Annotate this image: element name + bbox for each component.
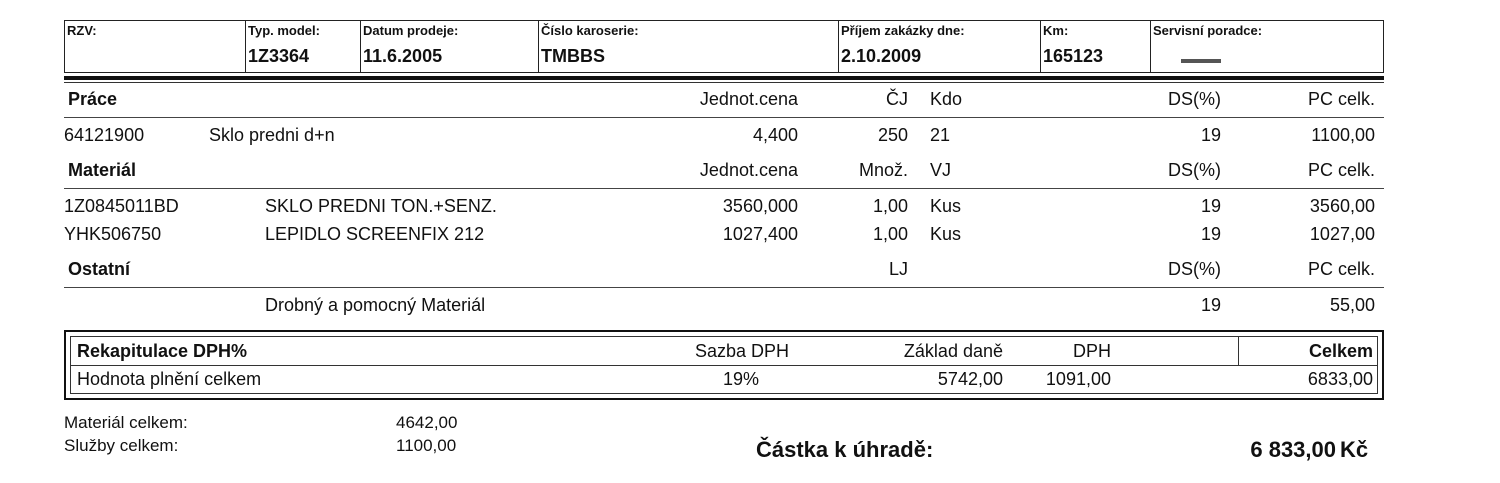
material-vat: 19 xyxy=(1200,224,1221,244)
order-date-value: 2.10.2009 xyxy=(841,46,922,66)
model-value: 1Z3364 xyxy=(248,46,310,66)
order-date-cell xyxy=(838,21,1040,72)
body-number-cell xyxy=(538,21,838,72)
material-code: YHK506750 xyxy=(64,224,162,244)
material-col-qty: Množ. xyxy=(858,160,908,180)
labor-col-qty: ČJ xyxy=(886,89,908,109)
vehicle-header xyxy=(64,20,1384,73)
labor-total: 1100,00 xyxy=(1311,125,1375,145)
labor-header-rule xyxy=(64,117,1384,118)
material-code: 1Z0845011BD xyxy=(64,196,179,216)
other-col-unit: LJ xyxy=(888,259,908,279)
amount-due-label: Částka k úhradě: xyxy=(756,437,934,462)
material-desc: LEPIDLO SCREENFIX 212 xyxy=(265,224,485,244)
km-label: Km: xyxy=(1043,23,1069,38)
material-vat: 19 xyxy=(1200,196,1221,216)
model-label: Typ. model: xyxy=(248,23,320,38)
recap-col-total: Celkem xyxy=(1308,341,1373,361)
sale-date-value: 11.6.2005 xyxy=(363,46,443,66)
labor-unit-price: 4,400 xyxy=(752,125,798,145)
recap-row-label: Hodnota plnění celkem xyxy=(77,369,262,389)
other-col-total: PC celk. xyxy=(1307,259,1375,279)
other-header-rule xyxy=(64,287,1384,288)
recap-row-divider xyxy=(71,365,1377,366)
header-rule-thin xyxy=(64,82,1384,83)
labor-code: 64121900 xyxy=(64,125,145,145)
recap-rate: 19% xyxy=(722,369,759,389)
order-date-label: Příjem zakázky dne: xyxy=(841,23,965,38)
recap-col-rate: Sazba DPH xyxy=(694,341,789,361)
labor-col-total: PC celk. xyxy=(1307,89,1375,109)
amount-due-currency: Kč xyxy=(1340,437,1369,462)
recap-title: Rekapitulace DPH% xyxy=(77,341,248,361)
recap-col-vat: DPH xyxy=(1072,341,1111,361)
labor-who: 21 xyxy=(930,125,951,145)
body-number-label: Číslo karoserie: xyxy=(541,23,639,38)
other-desc: Drobný a pomocný Materiál xyxy=(265,295,486,315)
material-col-vat: DS(%) xyxy=(1168,160,1221,180)
material-qty: 1,00 xyxy=(872,224,908,244)
other-section-title: Ostatní xyxy=(68,259,131,279)
material-header-rule xyxy=(64,188,1384,189)
material-col-total: PC celk. xyxy=(1307,160,1375,180)
material-unit: Kus xyxy=(930,196,962,216)
labor-col-who: Kdo xyxy=(930,89,963,109)
material-unit-price: 1027,400 xyxy=(722,224,798,244)
vat-recap-box xyxy=(64,330,1384,400)
advisor-cell xyxy=(1150,21,1383,72)
rzv-label: RZV: xyxy=(67,23,97,38)
other-col-vat: DS(%) xyxy=(1168,259,1221,279)
material-total: 1027,00 xyxy=(1309,224,1375,244)
material-col-unit: VJ xyxy=(930,160,952,180)
material-total-value: 4642,00 xyxy=(396,413,458,432)
other-total: 55,00 xyxy=(1329,295,1375,315)
material-total-label: Materiál celkem: xyxy=(64,413,188,432)
material-desc: SKLO PREDNI TON.+SENZ. xyxy=(265,196,497,216)
material-qty: 1,00 xyxy=(872,196,908,216)
recap-total-divider xyxy=(1238,337,1239,365)
body-number-value: TMBBS xyxy=(541,46,605,66)
amount-due-value: 6 833,00 xyxy=(1250,437,1336,462)
labor-col-unit-price: Jednot.cena xyxy=(699,89,798,109)
km-value: 165123 xyxy=(1043,46,1104,66)
km-cell xyxy=(1040,21,1150,72)
labor-col-vat: DS(%) xyxy=(1168,89,1221,109)
recap-base: 5742,00 xyxy=(937,369,1003,389)
vat-recap-table xyxy=(70,336,1378,394)
labor-qty: 250 xyxy=(877,125,908,145)
labor-vat: 19 xyxy=(1200,125,1221,145)
labor-desc: Sklo predni d+n xyxy=(209,125,335,145)
header-rule xyxy=(64,76,1384,80)
recap-right-edge xyxy=(1377,337,1378,393)
sale-date-label: Datum prodeje: xyxy=(363,23,459,38)
material-total: 3560,00 xyxy=(1309,196,1375,216)
services-total-label: Služby celkem: xyxy=(64,436,179,455)
recap-vat: 1091,00 xyxy=(1045,369,1111,389)
labor-section-title: Práce xyxy=(68,89,118,109)
redaction-mark xyxy=(1181,59,1221,63)
recap-total: 6833,00 xyxy=(1307,369,1373,389)
advisor-label: Servisní poradce: xyxy=(1153,23,1263,38)
material-section-title: Materiál xyxy=(68,160,137,180)
sale-date-cell xyxy=(360,21,538,72)
material-unit: Kus xyxy=(930,224,962,244)
other-vat: 19 xyxy=(1200,295,1221,315)
recap-col-base: Základ daně xyxy=(903,341,1003,361)
material-unit-price: 3560,000 xyxy=(722,196,798,216)
model-cell xyxy=(245,21,360,72)
rzv-cell xyxy=(65,21,245,72)
services-total-value: 1100,00 xyxy=(396,436,457,455)
material-col-unit-price: Jednot.cena xyxy=(699,160,798,180)
